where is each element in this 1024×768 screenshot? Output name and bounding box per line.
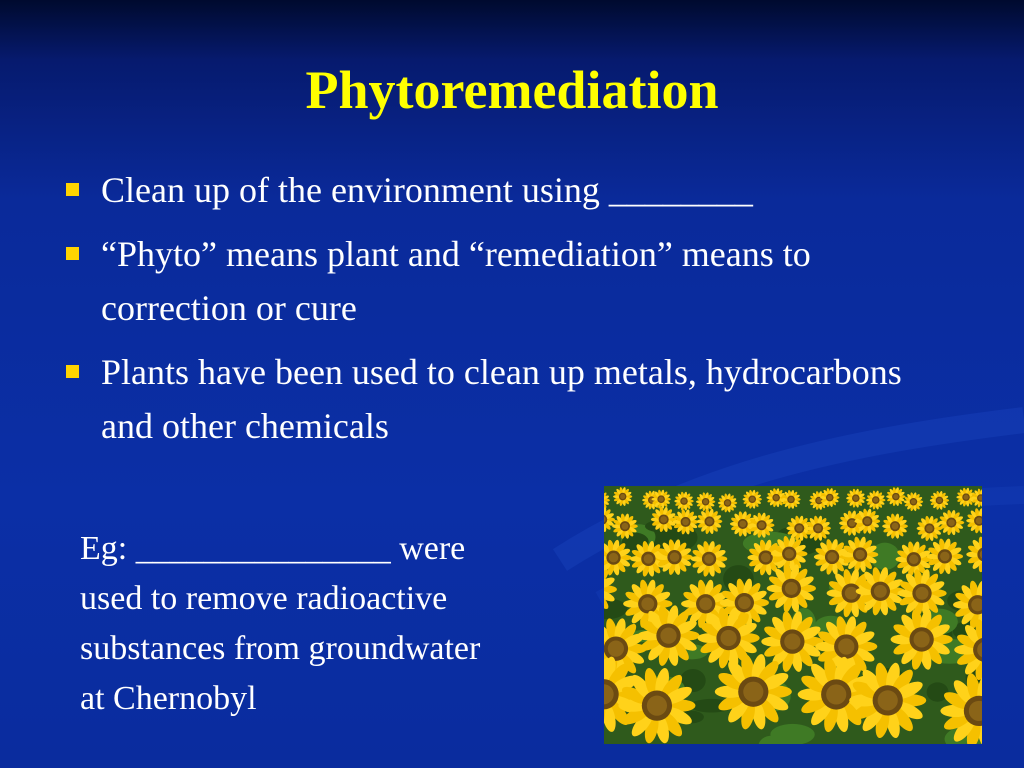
sunflower-field-icon — [604, 486, 982, 744]
square-bullet-icon — [66, 183, 79, 196]
slide-title: Phytoremediation — [305, 60, 719, 120]
example-line: Eg: _______________ were — [80, 530, 466, 567]
sunflower-field-image — [604, 486, 982, 744]
bullet-text: Plants have been used to clean up metals, hydrocarbons and other chemicals — [101, 352, 902, 446]
bullet-text: “Phyto” means plant and “remediation” means to correction or cure — [101, 234, 811, 328]
bullet-item — [60, 227, 960, 335]
bullet-text: Clean up of the environment using ________ — [101, 170, 753, 210]
bullet-list — [60, 163, 960, 463]
example-line: at Chernobyl — [80, 680, 257, 717]
square-bullet-icon — [66, 247, 79, 260]
square-bullet-icon — [66, 365, 79, 378]
bullet-item — [60, 345, 960, 453]
example-text — [80, 524, 590, 724]
example-line: used to remove radioactive — [80, 580, 448, 617]
example-line: substances from groundwater — [80, 630, 481, 667]
bullet-item — [60, 163, 960, 217]
